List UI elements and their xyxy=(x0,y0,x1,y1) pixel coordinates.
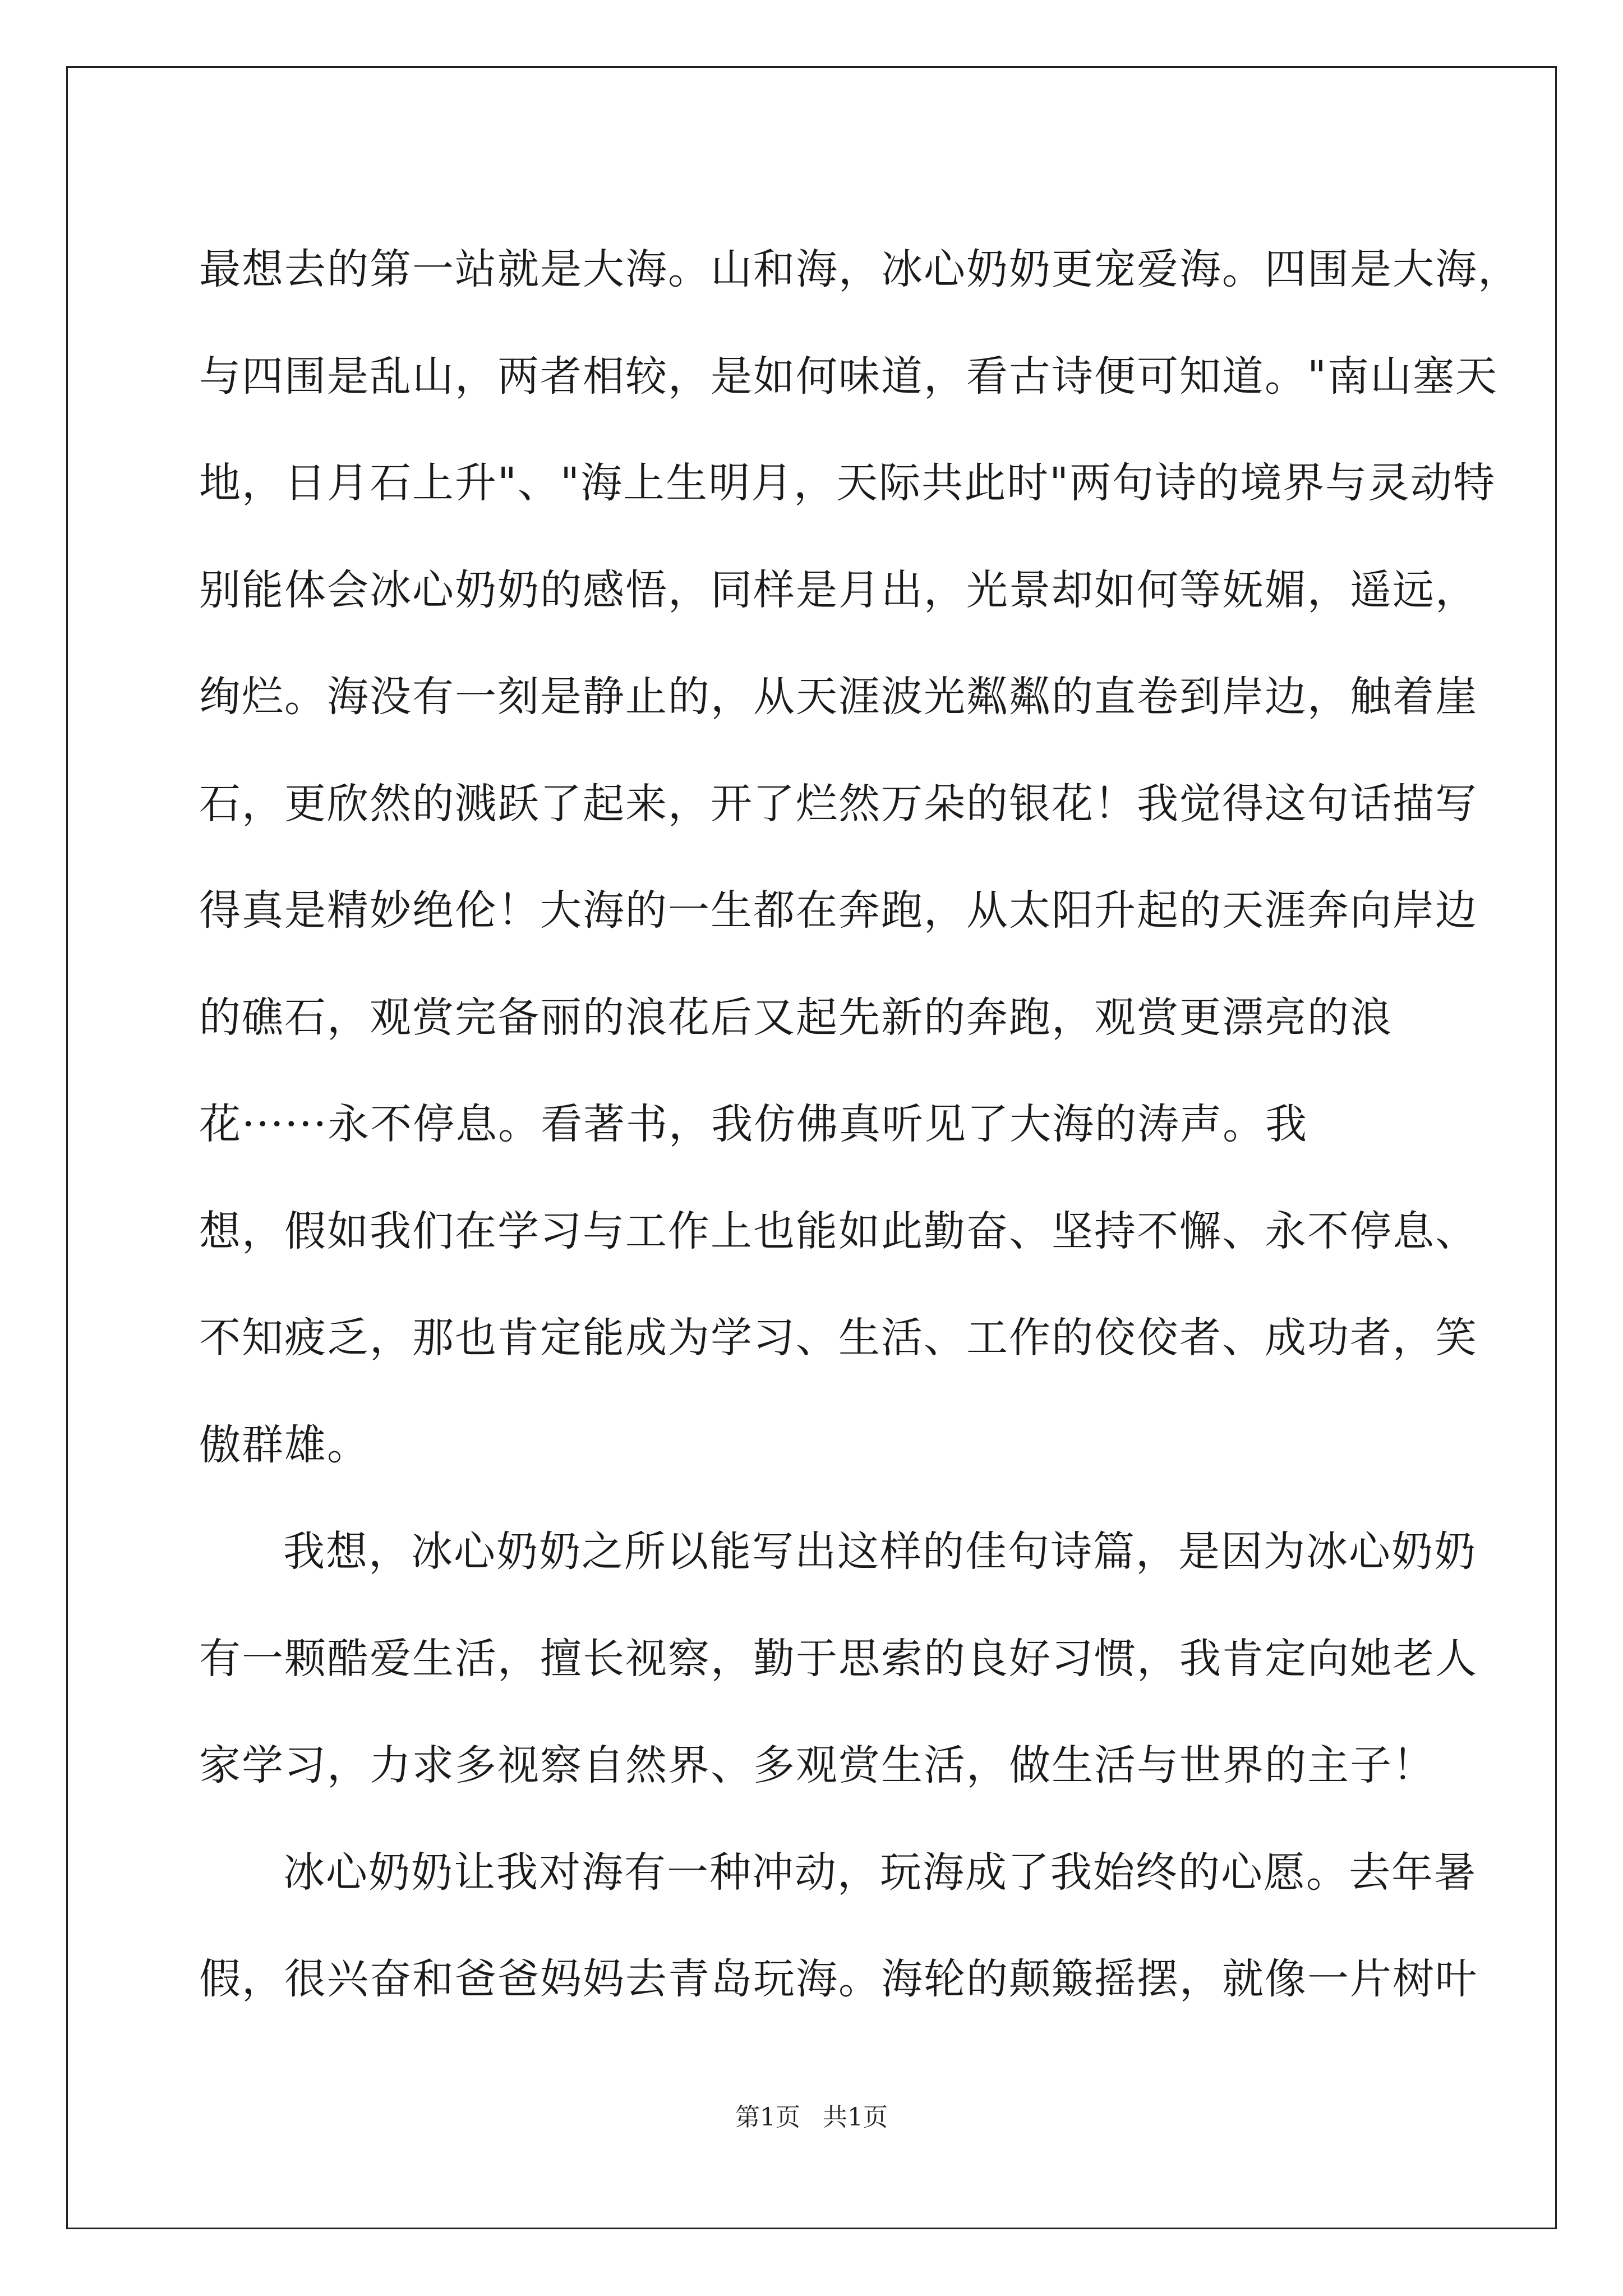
document-body xyxy=(199,216,1520,2033)
text-line: 花······永不停息。看著书，我仿佛真听见了大海的涛声。我 xyxy=(199,1100,1308,1148)
text-line: 与四围是乱山，两者相较，是如何味道，看古诗便可知道。"南山塞天 xyxy=(199,352,1498,401)
text-line: 绚烂。海没有一刻是静止的，从天涯波光粼粼的直卷到岸边，触着崖 xyxy=(199,673,1478,721)
page-footer xyxy=(0,2101,1623,2134)
text-line: 家学习，力求多视察自然界、多观赏生活，做生活与世界的主子！ xyxy=(199,1741,1435,1789)
text-line: 假，很兴奋和爸爸妈妈去青岛玩海。海轮的颠簸摇摆，就像一片树叶 xyxy=(199,1955,1478,2003)
page-number: 第1页 xyxy=(735,2103,800,2132)
text-line: 有一颗酷爱生活，擅长视察，勤于思索的良好习惯，我肯定向她老人 xyxy=(199,1634,1478,1683)
text-line: 想，假如我们在学习与工作上也能如此勤奋、坚持不懈、永不停息、 xyxy=(199,1207,1478,1255)
text-line: 不知疲乏，那也肯定能成为学习、生活、工作的佼佼者、成功者，笑 xyxy=(199,1314,1478,1362)
paragraph-start-line: 我想，冰心奶奶之所以能写出这样的佳句诗篇，是因为冰心奶奶 xyxy=(283,1527,1477,1576)
text-line: 傲群雄。 xyxy=(199,1420,370,1469)
text-line: 地，日月石上升"、"海上生明月，天际共此时"两句诗的境界与灵动特 xyxy=(199,459,1496,507)
text-line: 得真是精妙绝伦！大海的一生都在奔跑，从太阳升起的天涯奔向岸边 xyxy=(199,886,1478,935)
text-line: 最想去的第一站就是大海。山和海，冰心奶奶更宠爱海。四围是大海， xyxy=(199,245,1520,293)
page-total: 共1页 xyxy=(823,2103,888,2132)
text-line: 石，更欣然的溅跃了起来，开了烂然万朵的银花！我觉得这句话描写 xyxy=(199,779,1478,828)
text-line: 的礁石，观赏完备丽的浪花后又起先新的奔跑，观赏更漂亮的浪 xyxy=(199,993,1393,1042)
paragraph-start-line: 冰心奶奶让我对海有一种冲动，玩海成了我始终的心愿。去年暑 xyxy=(283,1848,1477,1897)
text-line: 别能体会冰心奶奶的感悟，同样是月出，光景却如何等妩媚，遥远， xyxy=(199,565,1478,614)
